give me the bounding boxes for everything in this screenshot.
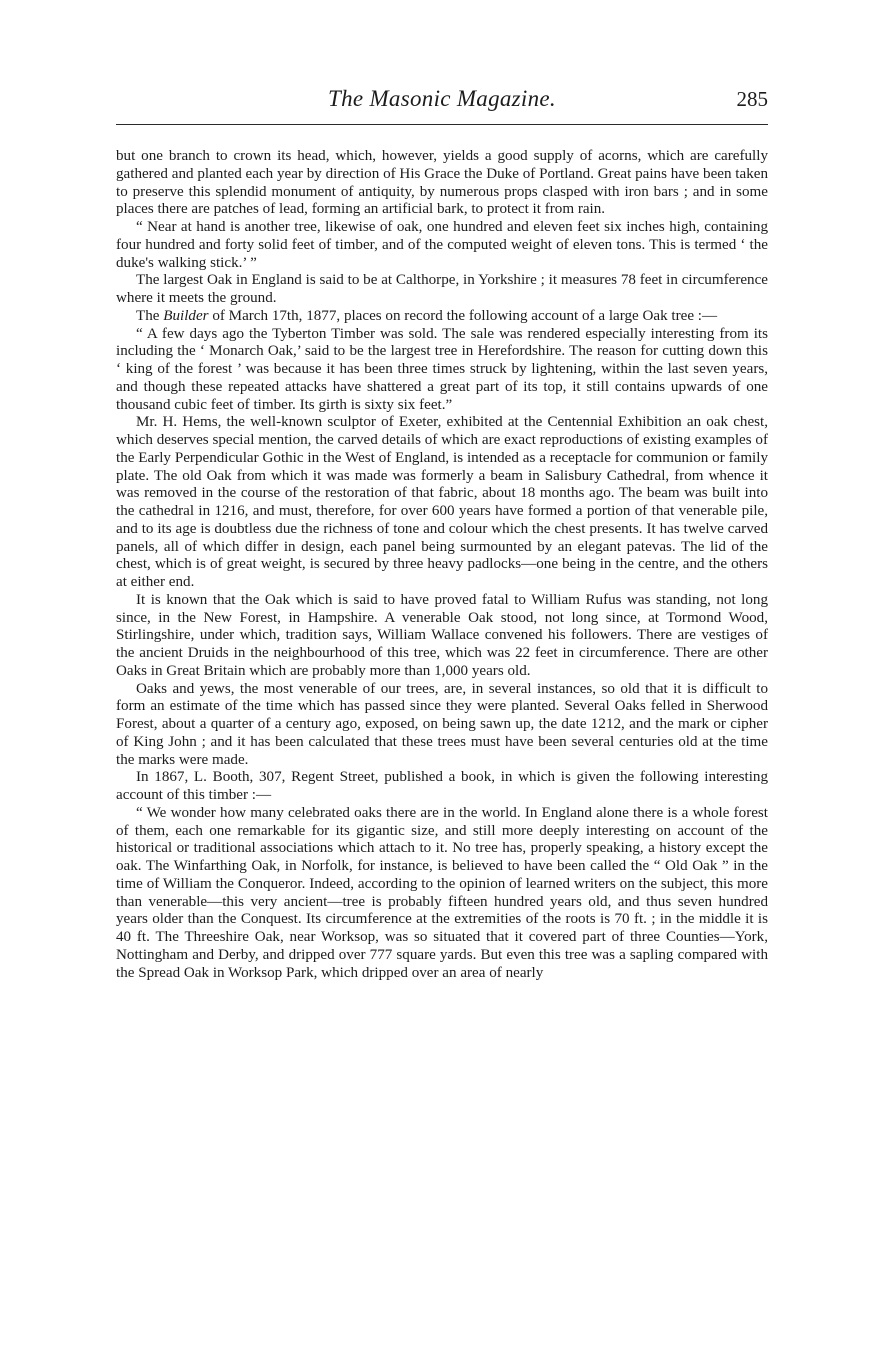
paragraph-celebrated-oaks: “ We wonder how many celebrated oaks there are in the world. In England alone there is a whole forest of them, each one remarkable for its gigantic size, and still more deeply interesting on account of the historical or traditional associations which attach to it. No tree has, properly speaking, a history except the oak. The Winfarthing Oak, in Norfolk, for instance, is believed to have been called the “ Old Oak ” in the time of William the Conqueror. Indeed, according to the opinion of learned writers on the subject, this more than venerable—this very ancient—tree is probably fifteen hundred years old, and thus seven hundred years older than the Conquest. Its circumference at the extremities of the roots is 70 ft. ; in the middle it is 40 ft. The Threeshire Oak, near Worksop, was so situated that it covered part of three Counties—York, Nottingham and Derby, and dripped over 777 square yards. But even this tree was a sapling compared with the Spread Oak in Worksop Park, which dripped over an area of nearly	[116, 804, 768, 981]
paragraph-continuation: but one branch to crown its head, which, however, yields a good supply of acorns, which are carefully gathered and planted each year by direction of His Grace the Duke of Portland. Great pains have been taken to preserve this splendid monument of antiquity, by numerous props clasped with iron bars ; and in some places there are patches of lead, forming an artificial bark, to protect it from rain.	[116, 148, 768, 218]
paragraph-builder-intro	[116, 308, 768, 326]
periodical-title: Builder	[163, 307, 209, 324]
article-body	[116, 148, 768, 982]
running-title: The Masonic Magazine.	[328, 86, 556, 111]
paragraph-booth-book: In 1867, L. Booth, 307, Regent Street, published a book, in which is given the following interesting account of this timber :—	[116, 769, 768, 803]
page-header	[116, 86, 768, 118]
paragraph-quote-walking-stick: “ Near at hand is another tree, likewise of oak, one hundred and eleven feet six inches high, containing four hundred and forty solid feet of timber, and of the computed weight of eleven tons. This is termed ‘ the duke's walking stick.’ ”	[116, 219, 768, 271]
paragraph-rufus-oak: It is known that the Oak which is said to have proved fatal to William Rufus was standing, not long since, in the New Forest, in Hampshire. A venerable Oak stood, not long since, at Tormond Wood, Stirlingshire, under which, tradition says, William Wallace convened his followers. There are vestiges of the ancient Druids in the neighbourhood of this tree, which was 22 feet in circumference. There are other Oaks in Great Britain which are probably more than 1,000 years old.	[116, 591, 768, 679]
builder-intro-text: of March 17th, 1877, places on record the following account of a large Oak tree :—	[212, 307, 718, 324]
paragraph-monarch-oak: “ A few days ago the Tyberton Timber was sold. The sale was rendered especially interesting from its including the ‘ Monarch Oak,’ said to be the largest tree in Herefordshire. The reason for cutting down this ‘ king of the forest ’ was because it has been three times struck by lightening, within the last seven years, and though these repeated attacks have shattered a great part of its top, it still contains upwards of one thousand cubic feet of timber. Its girth is sixty six feet.”	[116, 325, 768, 413]
header-rule	[116, 124, 768, 125]
paragraph-calthorpe-oak: The largest Oak in England is said to be at Calthorpe, in Yorkshire ; it measures 78 feet in circumference where it meets the ground.	[116, 272, 768, 306]
page-number: 285	[736, 87, 768, 111]
builder-lead-word: The	[136, 307, 160, 324]
paragraph-hems-chest: Mr. H. Hems, the well-known sculptor of Exeter, exhibited at the Centennial Exhibition an oak chest, which deserves special mention, the carved details of which are exact reproductions of existing examples of the Early Perpendicular Gothic in the West of England, is intended as a receptacle for communion or family plate. The old Oak from which it was made was formerly a beam in Salisbury Cathedral, from whence it was removed in the course of the restoration of that fabric, about 18 months ago. The beam was built into the cathedral in 1216, and must, therefore, for over 600 years have formed a portion of that venerable pile, and to its age is doubtless due the richness of tone and colour which the chest presents. It has twelve carved panels, all of which differ in design, each panel being surmounted by an elegant patevas. The lid of the chest, which is of great weight, is secured by three heavy padlocks—one being in the centre, and the others at either end.	[116, 414, 768, 590]
paragraph-sherwood-oaks: Oaks and yews, the most venerable of our trees, are, in several instances, so old that it is difficult to form an estimate of the time which has passed since they were planted. Several Oaks felled in Sherwood Forest, about a quarter of a century ago, exposed, on being sawn up, the date 1212, and the mark or cipher of King John ; and it has been calculated that these trees must have been several centuries old at the time the marks were made.	[116, 680, 768, 768]
